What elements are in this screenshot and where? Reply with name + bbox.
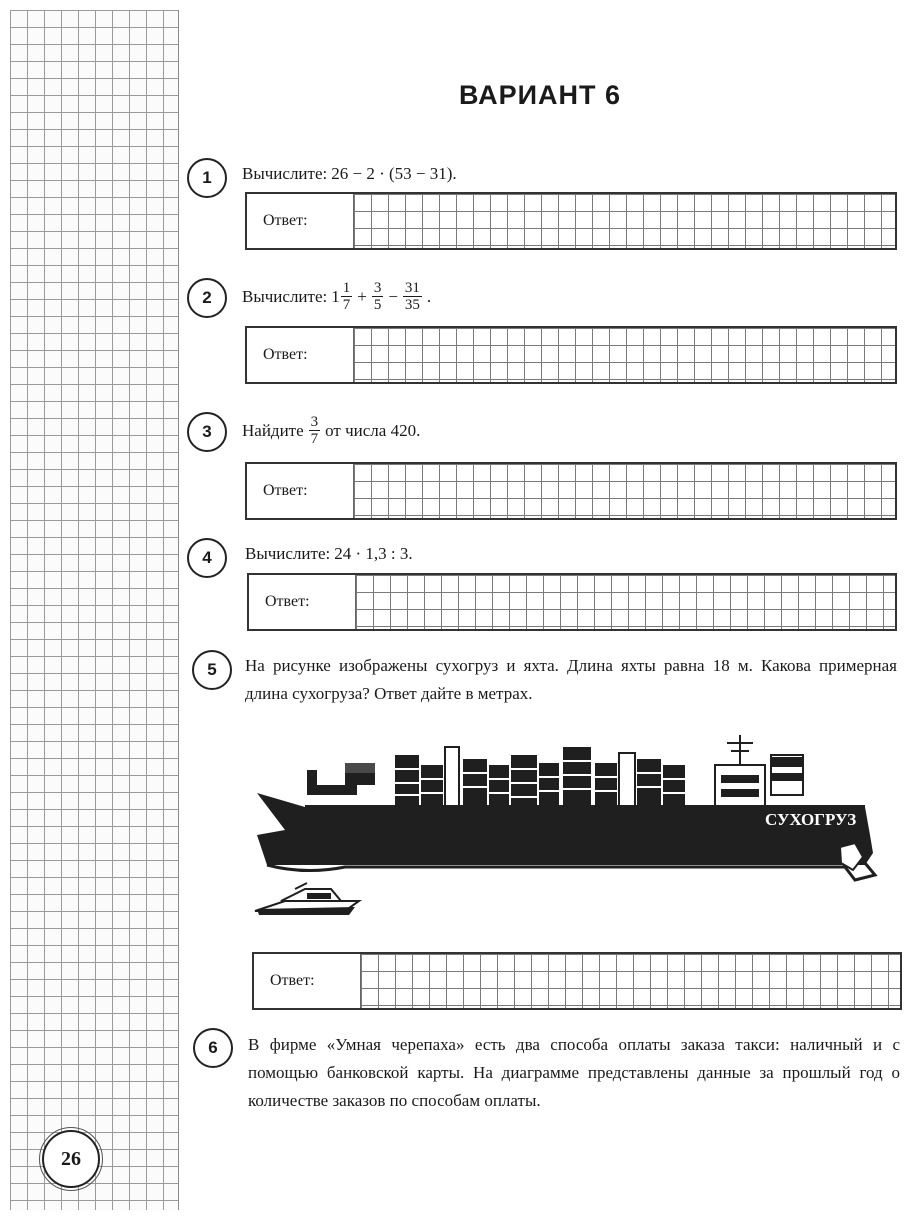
answer-grid[interactable]: [360, 954, 900, 1008]
question-number-5: 5: [192, 650, 232, 690]
answer-box-2[interactable]: [245, 326, 897, 384]
answer-label: Ответ:: [263, 482, 308, 499]
ship-illustration: [245, 735, 895, 935]
fraction: $\frac{31}{35}$: [404, 280, 420, 313]
question-number-6: 6: [193, 1028, 233, 1068]
answer-label: Ответ:: [270, 972, 315, 989]
question-3-text: Найдите $\frac{3}{7}$ от числа 420.: [242, 414, 421, 447]
page-number: 26: [42, 1130, 100, 1188]
answer-label: Ответ:: [265, 593, 310, 610]
answer-box-4[interactable]: [247, 573, 897, 631]
answer-box-5[interactable]: [252, 952, 902, 1010]
fraction: $\frac{1}{7}$: [342, 280, 351, 313]
question-number-4: 4: [187, 538, 227, 578]
grid-margin: [10, 10, 179, 1210]
page-title: ВАРИАНТ 6: [458, 80, 622, 110]
question-number-2: 2: [187, 278, 227, 318]
answer-label: Ответ:: [263, 346, 308, 363]
answer-label: Ответ:: [263, 212, 308, 229]
question-1-text: Вычислите: 26 − 2 · (53 − 31).: [242, 164, 457, 183]
fraction: $\frac{3}{5}$: [373, 280, 382, 313]
answer-grid[interactable]: [353, 328, 895, 382]
ship-label: СУХОГРУЗ: [765, 810, 857, 829]
fraction: $\frac{3}{7}$: [310, 414, 319, 447]
answer-box-1[interactable]: [245, 192, 897, 250]
question-number-3: 3: [187, 412, 227, 452]
question-number-1: 1: [187, 158, 227, 198]
yacht-image: [255, 883, 359, 915]
cargo-ship-and-yacht-image: [245, 735, 895, 935]
answer-grid[interactable]: [353, 464, 895, 518]
question-4-text: Вычислите: 24 · 1,3 : 3.: [245, 544, 413, 563]
answer-grid[interactable]: [355, 575, 895, 629]
answer-grid[interactable]: [353, 194, 895, 248]
question-6-text: В фирме «Умная черепаха» есть два способа оплаты заказа такси: наличный и с помощью банковской карты. На диаграмме представлены данные за прошлый год о количестве заказов по способам оплаты.: [248, 1035, 900, 1110]
mixed-fraction: 1 $\frac{1}{7}$: [331, 280, 351, 313]
question-5-text: На рисунке изображены сухогруз и яхта. Длина яхты равна 18 м. Какова примерная длина сухогруза? Ответ дайте в метрах.: [245, 656, 897, 703]
question-2-text: Вычислите: 1 $\frac{1}{7}$ + $\frac{3}{5}$ − $\frac{31}{35}$ .: [242, 280, 432, 313]
answer-box-3[interactable]: [245, 462, 897, 520]
